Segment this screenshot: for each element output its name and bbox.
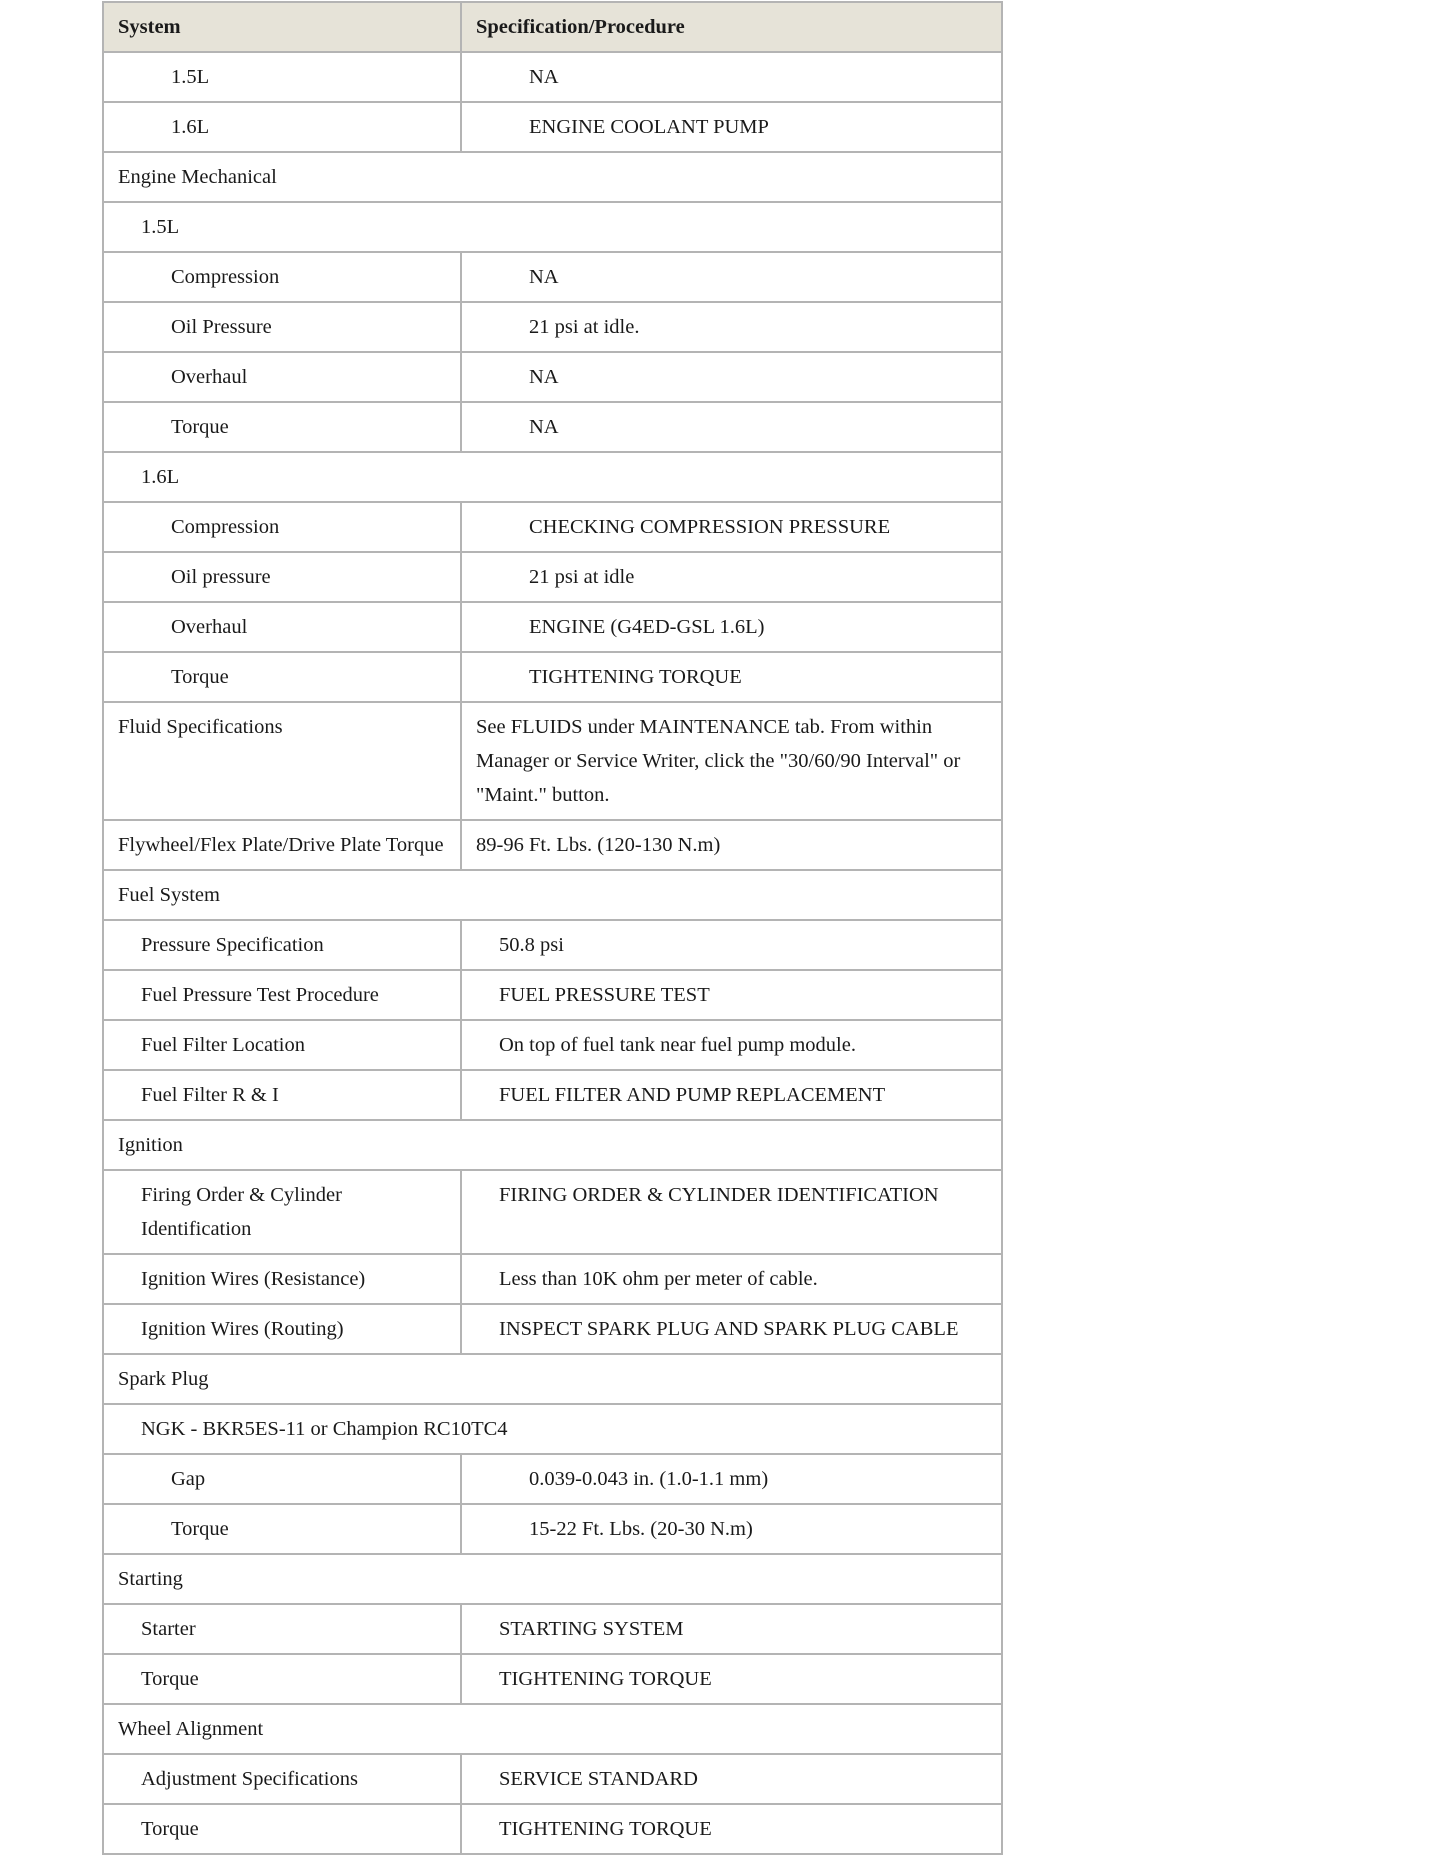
spec-cell: Less than 10K ohm per meter of cable. <box>461 1254 1002 1304</box>
spec-cell: NA <box>461 52 1002 102</box>
spec-cell: CHECKING COMPRESSION PRESSURE <box>461 502 1002 552</box>
table-row <box>103 702 1002 820</box>
spec-cell: ENGINE (G4ED-GSL 1.6L) <box>461 602 1002 652</box>
system-cell: Oil Pressure <box>103 302 461 352</box>
table-row <box>103 252 1002 302</box>
system-cell: Firing Order & Cylinder Identification <box>103 1170 461 1254</box>
table-row <box>103 1254 1002 1304</box>
spec-cell: 21 psi at idle <box>461 552 1002 602</box>
spec-cell: 0.039-0.043 in. (1.0-1.1 mm) <box>461 1454 1002 1504</box>
section-label: Engine Mechanical <box>103 152 1002 202</box>
section-label: Fuel System <box>103 870 1002 920</box>
table-row <box>103 1020 1002 1070</box>
section-label: 1.5L <box>103 202 1002 252</box>
spec-cell: FIRING ORDER & CYLINDER IDENTIFICATION <box>461 1170 1002 1254</box>
section-label: Starting <box>103 1554 1002 1604</box>
table-row <box>103 102 1002 152</box>
spec-cell: NA <box>461 352 1002 402</box>
spec-cell: ENGINE COOLANT PUMP <box>461 102 1002 152</box>
specifications-table <box>102 1 1003 1855</box>
table-row <box>103 352 1002 402</box>
table-row <box>103 652 1002 702</box>
system-cell: Fuel Filter Location <box>103 1020 461 1070</box>
system-cell: Compression <box>103 502 461 552</box>
spec-cell: NA <box>461 252 1002 302</box>
spec-cell: See FLUIDS under MAINTENANCE tab. From within Manager or Service Writer, click the "30/60/90 Interval" or "Maint." button. <box>461 702 1002 820</box>
system-cell: Pressure Specification <box>103 920 461 970</box>
table-row <box>103 402 1002 452</box>
system-cell: Adjustment Specifications <box>103 1754 461 1804</box>
system-cell: Fuel Filter R & I <box>103 1070 461 1120</box>
spec-cell: SERVICE STANDARD <box>461 1754 1002 1804</box>
spec-cell: 89-96 Ft. Lbs. (120-130 N.m) <box>461 820 1002 870</box>
spec-cell: FUEL FILTER AND PUMP REPLACEMENT <box>461 1070 1002 1120</box>
table-row <box>103 1804 1002 1854</box>
system-cell: Overhaul <box>103 352 461 402</box>
system-cell: Ignition Wires (Resistance) <box>103 1254 461 1304</box>
spec-cell: INSPECT SPARK PLUG AND SPARK PLUG CABLE <box>461 1304 1002 1354</box>
table-row <box>103 1304 1002 1354</box>
table-row <box>103 1754 1002 1804</box>
system-cell: Fuel Pressure Test Procedure <box>103 970 461 1020</box>
system-cell: Overhaul <box>103 602 461 652</box>
section-row <box>103 1354 1002 1404</box>
spec-cell: TIGHTENING TORQUE <box>461 652 1002 702</box>
spec-cell: TIGHTENING TORQUE <box>461 1804 1002 1854</box>
table-row <box>103 1454 1002 1504</box>
system-cell: Oil pressure <box>103 552 461 602</box>
table-row <box>103 302 1002 352</box>
table-row <box>103 552 1002 602</box>
spec-cell: 50.8 psi <box>461 920 1002 970</box>
table-row <box>103 970 1002 1020</box>
table-row <box>103 820 1002 870</box>
table-row <box>103 1504 1002 1554</box>
section-label: Wheel Alignment <box>103 1704 1002 1754</box>
section-label: 1.6L <box>103 452 1002 502</box>
system-cell: Gap <box>103 1454 461 1504</box>
spec-cell: 15-22 Ft. Lbs. (20-30 N.m) <box>461 1504 1002 1554</box>
section-label: Ignition <box>103 1120 1002 1170</box>
system-cell: Flywheel/Flex Plate/Drive Plate Torque <box>103 820 461 870</box>
system-cell: 1.6L <box>103 102 461 152</box>
spec-column-header: Specification/Procedure <box>461 2 1002 52</box>
spec-cell: FUEL PRESSURE TEST <box>461 970 1002 1020</box>
section-row <box>103 1704 1002 1754</box>
section-row <box>103 870 1002 920</box>
system-cell: Torque <box>103 1654 461 1704</box>
table-header-row <box>103 2 1002 52</box>
spec-cell: 21 psi at idle. <box>461 302 1002 352</box>
section-row <box>103 452 1002 502</box>
system-cell: Torque <box>103 1804 461 1854</box>
system-cell: Ignition Wires (Routing) <box>103 1304 461 1354</box>
system-cell: Compression <box>103 252 461 302</box>
table-row <box>103 1654 1002 1704</box>
spec-cell: STARTING SYSTEM <box>461 1604 1002 1654</box>
table-row <box>103 1604 1002 1654</box>
table-row <box>103 1070 1002 1120</box>
system-column-header: System <box>103 2 461 52</box>
section-row <box>103 1404 1002 1454</box>
system-cell: Fluid Specifications <box>103 702 461 820</box>
section-row <box>103 202 1002 252</box>
section-row <box>103 1554 1002 1604</box>
table-row <box>103 1170 1002 1254</box>
spec-cell: On top of fuel tank near fuel pump module. <box>461 1020 1002 1070</box>
system-cell: Torque <box>103 402 461 452</box>
table-row <box>103 602 1002 652</box>
section-row <box>103 152 1002 202</box>
table-row <box>103 920 1002 970</box>
section-label: NGK - BKR5ES-11 or Champion RC10TC4 <box>103 1404 1002 1454</box>
system-cell: Starter <box>103 1604 461 1654</box>
system-cell: Torque <box>103 1504 461 1554</box>
spec-cell: TIGHTENING TORQUE <box>461 1654 1002 1704</box>
table-body <box>103 52 1002 1854</box>
system-cell: 1.5L <box>103 52 461 102</box>
section-label: Spark Plug <box>103 1354 1002 1404</box>
table-row <box>103 502 1002 552</box>
section-row <box>103 1120 1002 1170</box>
table-row <box>103 52 1002 102</box>
system-cell: Torque <box>103 652 461 702</box>
spec-cell: NA <box>461 402 1002 452</box>
